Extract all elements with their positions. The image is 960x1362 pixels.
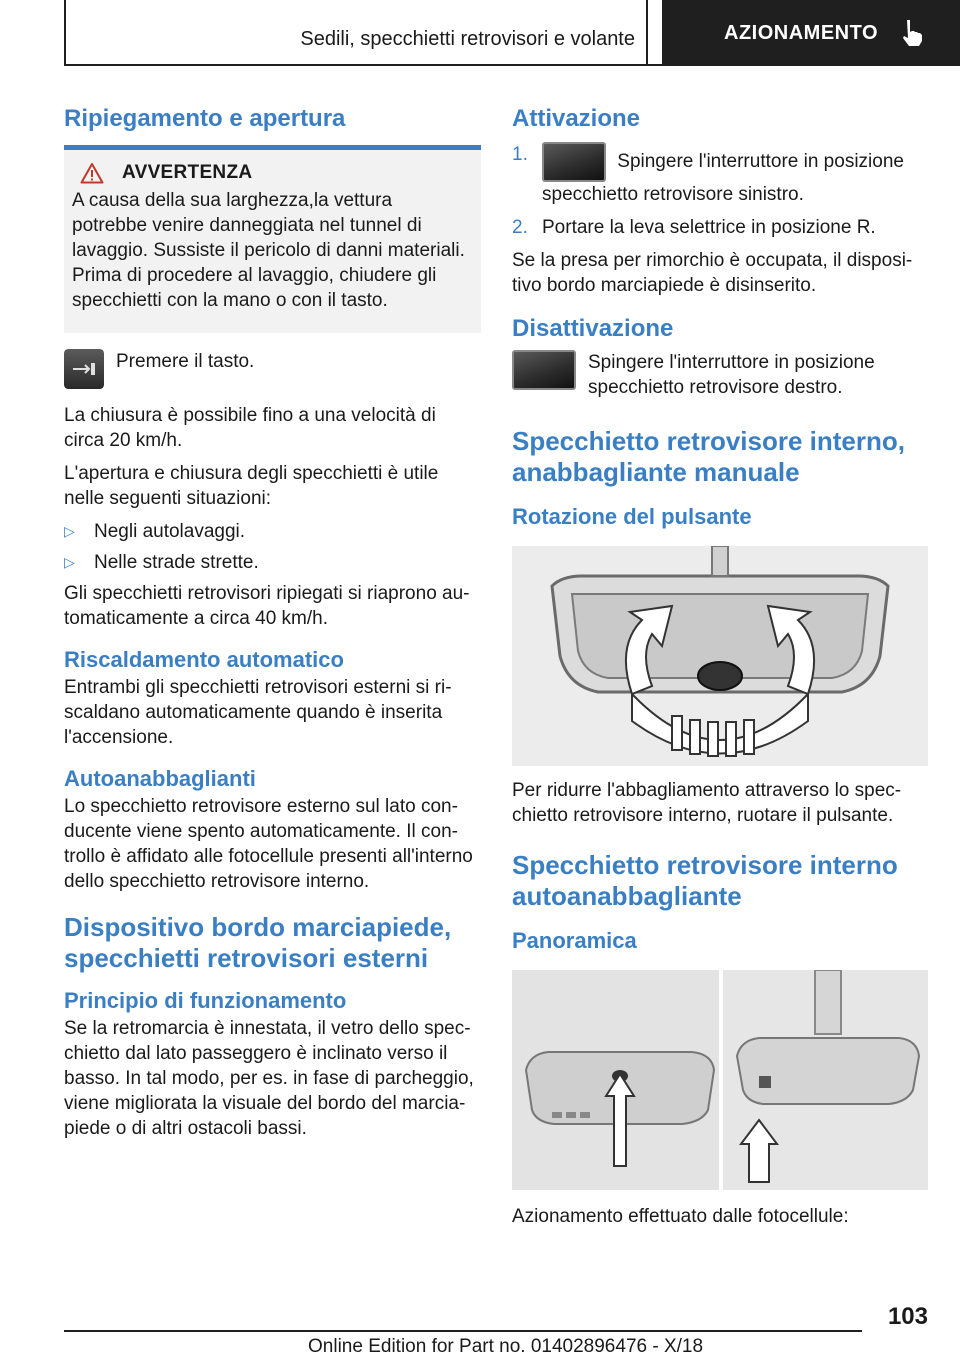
left-column [64,100,481,1141]
header-chapter-title: AZIONAMENTO [724,21,879,44]
heading-principle: Principio di funzionamento [64,988,347,1013]
deactivation-text: Spingere l'interruttore in posizione specchietto retrovisore destro. [588,352,875,398]
step-item: 1. Spingere l'interruttore in posizione specchietto retrovisore sinistro. [512,144,904,205]
heading-fold: Ripiegamento e apertura [64,105,346,132]
warning-title: AVVERTENZA [122,162,253,183]
useful-situations-text: L'apertura e chiusura degli specchietti è utile nelle seguenti situazioni: [64,463,439,509]
hand-pointer-icon [900,18,926,48]
warning-triangle-icon [80,162,104,184]
overview-figure [512,970,928,1190]
mirror-front-photocell-illustration [512,970,719,1190]
page-number: 103 [887,1303,928,1330]
warning-text: A causa della sua larghezza,la vettura potrebbe venire danneggiata nel tunnel di lavaggio. Sussiste il pericolo di danni materiali. Prima di procedere al lavaggio, chiudere gli specchietti con la mano o con il tasto. [72,190,465,311]
heading-autodim: Autoanabbaglianti [64,766,256,791]
trailer-text: Se la presa per rimorchio è occupata, il dispositivo bordo marciapiede è disinserito. [512,250,913,296]
heading-deactivation: Disattivazione [512,315,674,342]
rotation-figure [512,546,928,766]
heading-curb: Dispositivo bordo marciapiede, specchietti retrovisori esterni [64,912,452,973]
photocells-text: Azionamento effettuato dalle fotocellule: [512,1206,849,1227]
press-key-text: Premere il tasto. [116,351,255,372]
reopen-text: Gli specchietti retrovisori ripiegati si riaprono automaticamente a circa 40 km/h. [64,583,470,629]
step-item: 2. Portare la leva selettrice in posizione R. [512,217,876,238]
right-column [512,100,928,1229]
list-item: ▷ Nelle strade strette. [64,552,259,573]
warning-box [64,150,481,333]
bullet-triangle-icon: ▷ [64,554,75,570]
header-chapter-tab [662,0,960,66]
heating-text: Entrambi gli specchietti retrovisori esterni si riscaldano automaticamente quando è inserita l'accensione. [64,677,452,748]
bullet-triangle-icon: ▷ [64,523,75,539]
heading-auto-dimming: Specchietto retrovisore interno autoanabbagliante [512,850,898,911]
heading-overview: Panoramica [512,928,637,953]
mirror-switch-right-icon [512,350,576,390]
rotation-text: Per ridurre l'abbagliamento attraverso lo specchietto retrovisore interno, ruotare il pulsante. [512,780,902,826]
closing-speed-text: La chiusura è possibile fino a una velocità di circa 20 km/h. [64,405,436,451]
list-item: ▷ Negli autolavaggi. [64,521,246,542]
header-rule [64,64,960,66]
principle-text: Se la retromarcia è innestata, il vetro dello specchietto dal lato passeggero è inclinato verso il basso. In tal modo, per es. in fase di parcheggio, viene migliorata la visuale del bordo del marciapiede o di altri ostacoli bassi. [64,1018,474,1139]
mirror-rear-photocell-illustration [723,970,928,1190]
footer-edition: Online Edition for Part no. 01402896476 - X/18 [308,1336,704,1357]
heading-rotation: Rotazione del pulsante [512,504,752,529]
heading-activation: Attivazione [512,105,641,132]
mirror-switch-left-icon [542,142,606,182]
heading-manual-dimming: Specchietto retrovisore interno, anabbagliante manuale [512,426,905,487]
rotating-knob-illustration [512,546,928,766]
footer-rule [64,1330,862,1332]
autodim-text: Lo specchietto retrovisore esterno sul lato conducente viene spento automaticamente. Il controllo è affidato alle fotocellule presenti all'interno dello specchietto retrovisore interno. [64,796,473,892]
heading-heating: Riscaldamento automatico [64,647,344,672]
mirror-fold-key-icon [64,349,104,389]
header-section-title: Sedili, specchietti retrovisori e volante [300,28,635,50]
